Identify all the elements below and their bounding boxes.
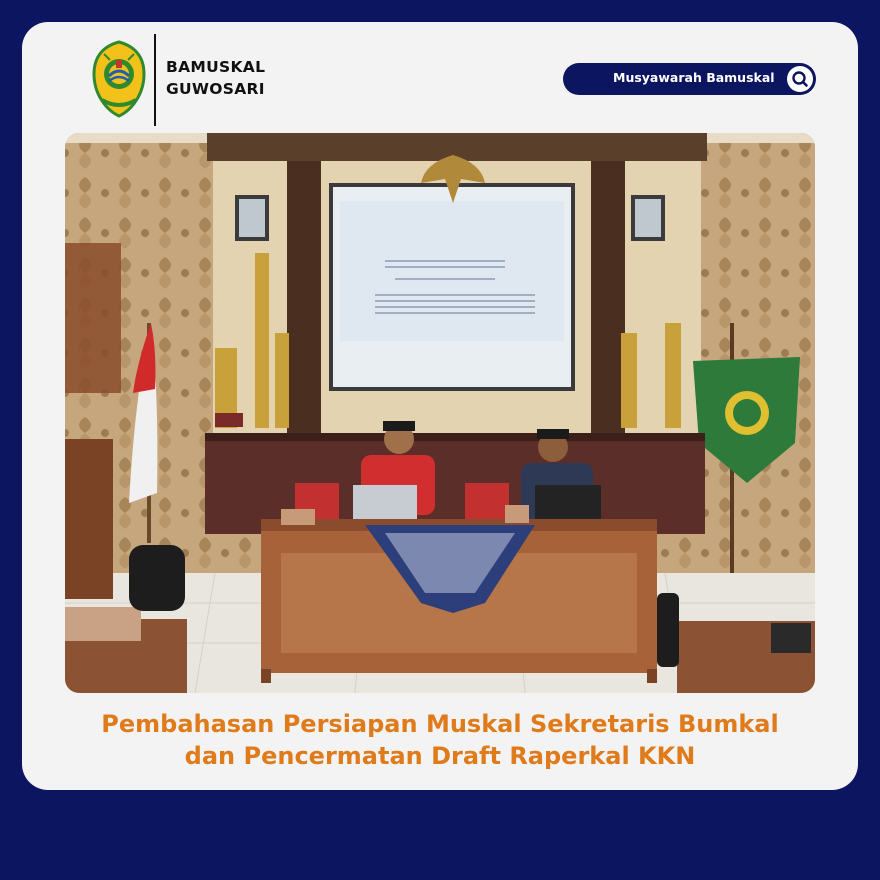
search-icon bbox=[787, 66, 813, 92]
headline bbox=[22, 708, 858, 772]
headline-line2: dan Pencermatan Draft Raperkal KKN bbox=[184, 742, 696, 770]
search-button[interactable] bbox=[787, 66, 813, 92]
headline-line1: Pembahasan Persiapan Muskal Sekretaris Bumkal bbox=[101, 710, 779, 738]
org-name-line1: BAMUSKAL bbox=[166, 58, 266, 76]
organization-name bbox=[166, 56, 265, 100]
meeting-photo bbox=[65, 133, 815, 693]
post-card bbox=[22, 22, 858, 790]
header-divider bbox=[154, 34, 156, 126]
category-label: Musyawarah Bamuskal bbox=[613, 70, 775, 85]
category-pill[interactable] bbox=[563, 63, 816, 95]
org-name-line2: GUWOSARI bbox=[166, 80, 265, 98]
regency-emblem-icon bbox=[90, 40, 148, 118]
